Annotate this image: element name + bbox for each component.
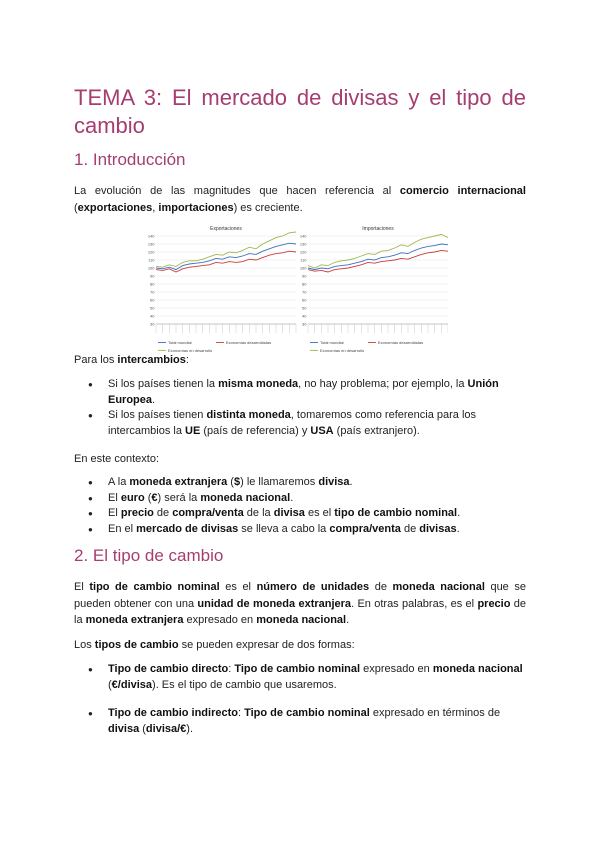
legend-entry: Economías desarrolladas: [226, 340, 272, 345]
trade-charts-figure: [148, 224, 448, 364]
list-item: ● En el mercado de divisas se lleva a cabo la compra/venta de divisas.: [74, 522, 526, 538]
series-line-2: [308, 234, 448, 268]
chart-title: Exportaciones: [210, 226, 242, 232]
legend-entry: Economías desarrolladas: [378, 340, 424, 345]
y-tick-label: 110: [300, 257, 307, 263]
y-tick-label: 50: [150, 305, 155, 311]
trade-charts-svg: [148, 224, 448, 364]
tipos-paragraph: Los tipos de cambio se pueden expresar de dos formas:: [74, 639, 355, 651]
list-item: ● Si los países tienen distinta moneda, tomaremos como referencia para los intercambios la UE (país de referencia) y USA (país extranjero).: [74, 408, 526, 439]
y-tick-label: 100: [148, 265, 155, 271]
y-tick-label: 140: [299, 233, 307, 239]
chart-panel-1: [300, 226, 448, 353]
y-tick-label: 70: [302, 289, 307, 295]
legend-entry: Economías en desarrollo: [320, 348, 365, 353]
y-tick-label: 80: [150, 281, 155, 287]
y-tick-label: 50: [302, 305, 307, 311]
y-tick-label: 120: [148, 249, 155, 255]
legend-entry: Total mundial: [168, 340, 192, 345]
y-tick-label: 90: [150, 273, 155, 279]
series-line-2: [156, 232, 296, 267]
intercambios-paragraph: Para los intercambios:: [74, 354, 189, 366]
y-tick-label: 90: [302, 273, 307, 279]
y-tick-label: 30: [150, 321, 155, 327]
y-tick-label: 130: [299, 241, 307, 247]
contexto-paragraph: En este contexto:: [74, 453, 159, 465]
y-tick-label: 100: [299, 265, 307, 271]
y-tick-label: 120: [299, 249, 307, 255]
chart-title: Importaciones: [362, 226, 394, 232]
intercambios-list: [74, 377, 526, 439]
y-tick-label: 60: [150, 297, 155, 303]
list-item: ● Tipo de cambio indirecto: Tipo de cambio nominal expresado en términos de divisa (divisa/€).: [74, 706, 526, 737]
y-tick-label: 110: [148, 257, 155, 263]
y-tick-label: 60: [302, 297, 307, 303]
y-tick-label: 70: [150, 289, 155, 295]
page-title: TEMA 3: El mercado de divisas y el tipo de cambio: [74, 85, 526, 138]
definition-paragraph: El tipo de cambio nominal es el número de unidades de moneda nacional que se pueden obtener con una unidad de moneda extranjera. En otras palabras, es el precio de la moneda extranjera expresado en moneda nacional.: [74, 581, 527, 626]
y-tick-label: 40: [302, 313, 307, 319]
section-heading-tipo-de-cambio: 2. El tipo de cambio: [74, 546, 224, 565]
y-tick-label: 140: [148, 233, 155, 239]
y-tick-label: 80: [302, 281, 307, 287]
tipo-indirecto-list: [74, 706, 526, 737]
tipo-directo-list: [74, 662, 526, 693]
intro-paragraph: La evolución de las magnitudes que hacen referencia al comercio internacional (exportaciones, importaciones) es creciente.: [74, 185, 526, 214]
list-item: ● A la moneda extranjera ($) le llamaremos divisa.: [74, 475, 526, 491]
legend-entry: Total mundial: [320, 340, 344, 345]
list-item: ● El euro (€) será la moneda nacional.: [74, 491, 526, 507]
y-tick-label: 30: [302, 321, 307, 327]
section-heading-introduccion: 1. Introducción: [74, 150, 186, 169]
list-item: ● El precio de compra/venta de la divisa es el tipo de cambio nominal.: [74, 506, 526, 522]
y-tick-label: 40: [150, 313, 155, 319]
contexto-list: [74, 475, 526, 537]
chart-panel-0: [148, 226, 296, 353]
list-item: ● Si los países tienen la misma moneda, no hay problema; por ejemplo, la Unión Europea.: [74, 377, 526, 408]
list-item: ● Tipo de cambio directo: Tipo de cambio nominal expresado en moneda nacional (€/divisa). Es el tipo de cambio que usaremos.: [74, 662, 526, 693]
legend-entry: Economías en desarrollo: [168, 348, 213, 353]
y-tick-label: 130: [148, 241, 155, 247]
series-line-0: [308, 244, 448, 270]
